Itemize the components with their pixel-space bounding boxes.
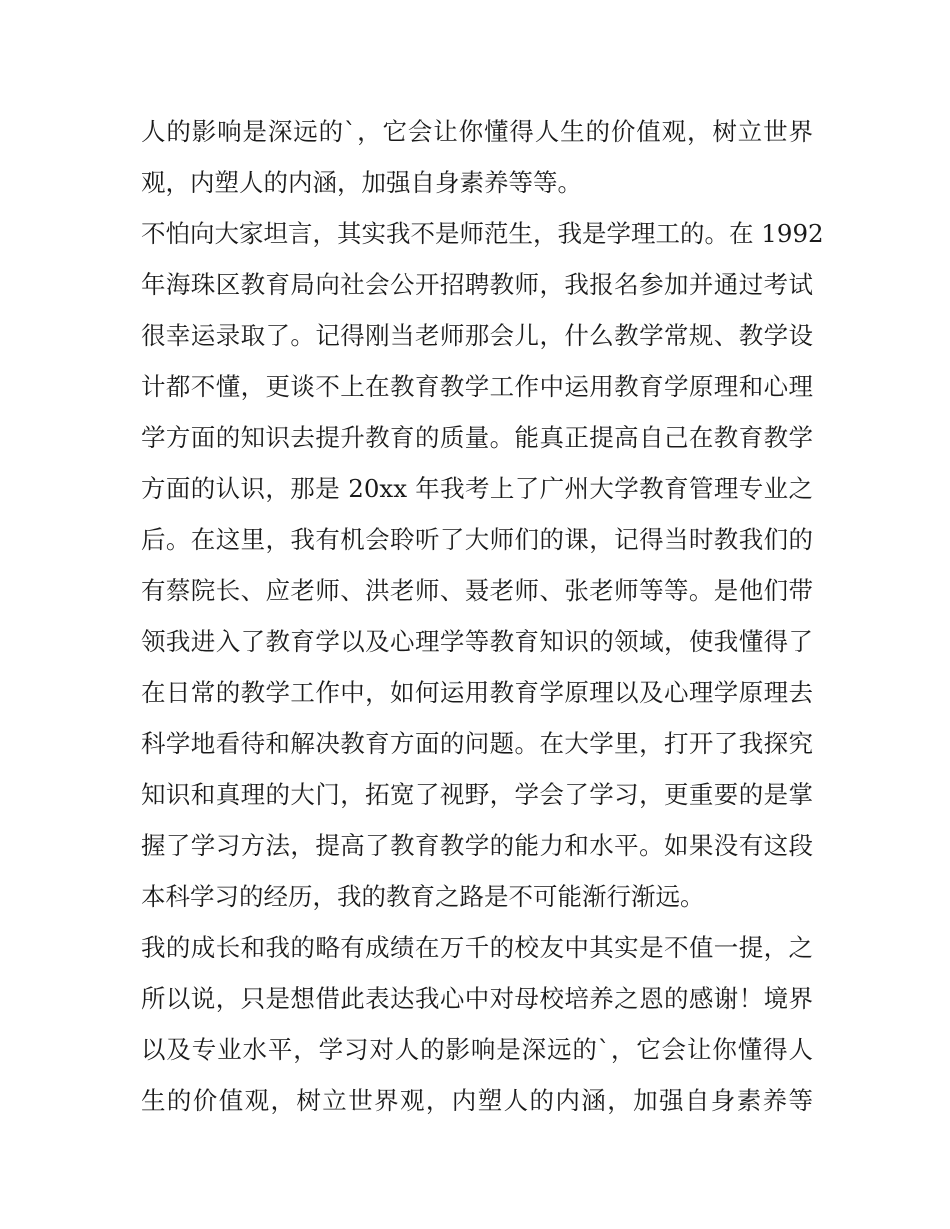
- text-line: 人的影响是深远的`，它会让你懂得人生的价值观，树立世界: [141, 117, 813, 146]
- text-line: 所以说，只是想借此表达我心中对母校培养之恩的感谢！境界: [141, 984, 813, 1013]
- text-line: 科学地看待和解决教育方面的问题。在大学里，打开了我探究: [141, 729, 813, 758]
- text-line: 我的成长和我的略有成绩在万千的校友中其实是不值一提，之: [141, 933, 813, 962]
- text-line: 后。在这里，我有机会聆听了大师们的课，记得当时教我们的: [141, 525, 813, 554]
- text-line: 以及专业水平，学习对人的影响是深远的`，它会让你懂得人: [141, 1035, 813, 1064]
- text-line: 学方面的知识去提升教育的质量。能真正提高自己在教育教学: [141, 423, 813, 452]
- text-line: 计都不懂，更谈不上在教育教学工作中运用教育学原理和心理: [141, 372, 813, 401]
- text-line: 不怕向大家坦言，其实我不是师范生，我是学理工的。在 1992: [141, 219, 824, 248]
- body-text: [141, 106, 824, 1126]
- text-line: 本科学习的经历，我的教育之路是不可能渐行渐远。: [141, 882, 705, 911]
- text-line: 握了学习方法，提高了教育教学的能力和水平。如果没有这段: [141, 831, 813, 860]
- text-line: 方面的认识，那是 20xx 年我考上了广州大学教育管理专业之: [141, 474, 813, 503]
- text-line: 在日常的教学工作中，如何运用教育学原理以及心理学原理去: [141, 678, 813, 707]
- text-line: 生的价值观，树立世界观，内塑人的内涵，加强自身素养等: [141, 1086, 813, 1115]
- text-line: 观，内塑人的内涵，加强自身素养等等。: [141, 168, 582, 197]
- text-line: 有蔡院长、应老师、洪老师、聂老师、张老师等等。是他们带: [141, 576, 813, 605]
- text-line: 知识和真理的大门，拓宽了视野，学会了学习，更重要的是掌: [141, 780, 813, 809]
- text-line: 领我进入了教育学以及心理学等教育知识的领域，使我懂得了: [141, 627, 813, 656]
- text-line: 很幸运录取了。记得刚当老师那会儿，什么教学常规、教学设: [141, 321, 813, 350]
- text-line: 年海珠区教育局向社会公开招聘教师，我报名参加并通过考试: [141, 270, 813, 299]
